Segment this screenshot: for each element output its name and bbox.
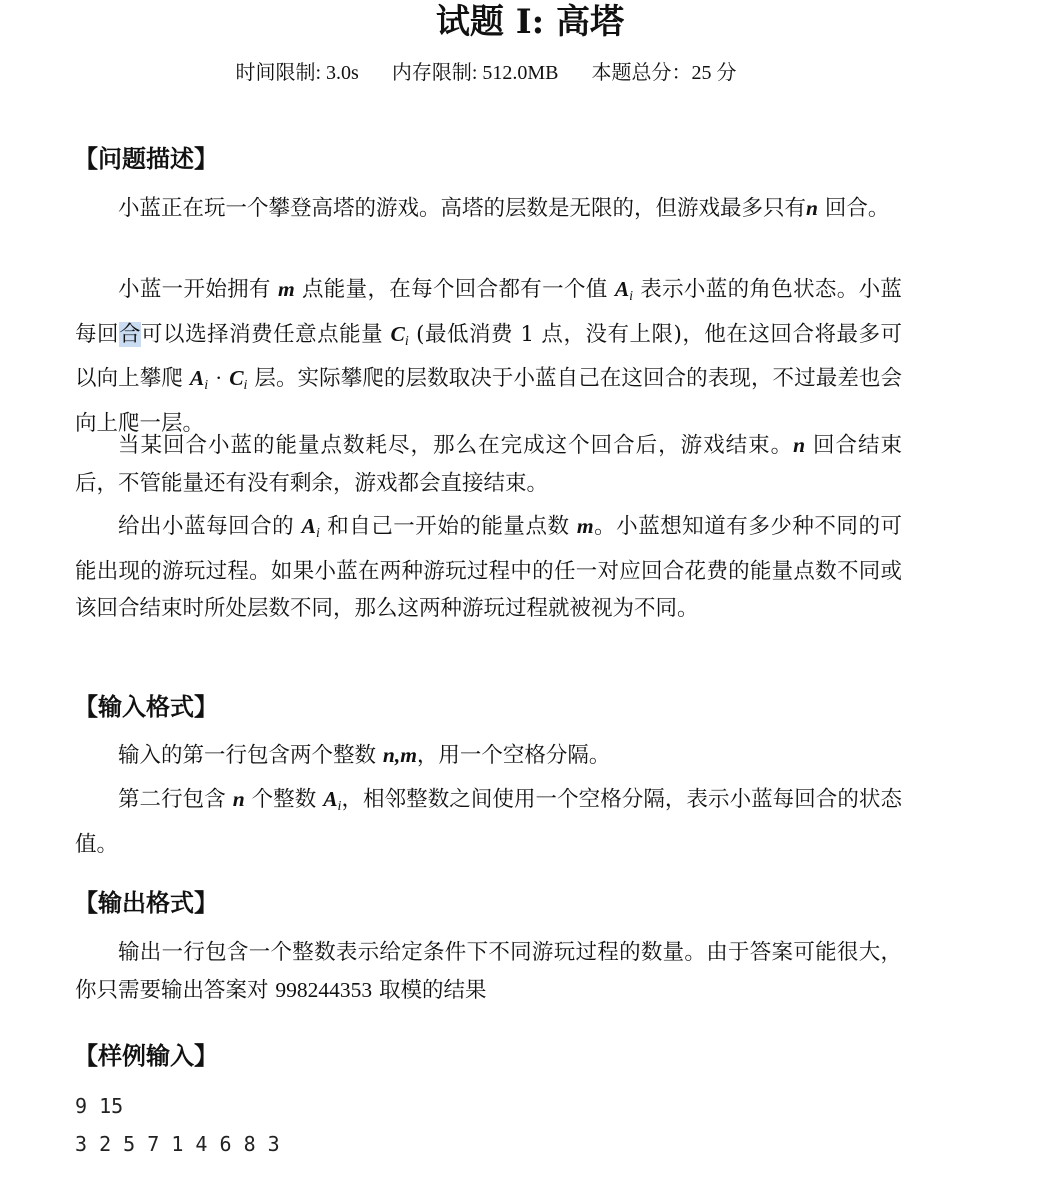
sample-input-line-1: 9 15 [75,1094,124,1118]
section-heading-output: 【输出格式】 [74,889,218,917]
description-paragraph-1: 小蓝正在玩一个攀登高塔的游戏。高塔的层数是无限的，但游戏最多只有n 回合。 [118,196,890,221]
input-paragraph-1: 输入的第一行包含两个整数 n,m，用一个空格分隔。 [118,743,611,768]
problem-limits [0,58,972,88]
time-limit: 时间限制: 3.0s [235,62,359,84]
section-heading-sample-input: 【样例输入】 [74,1042,218,1070]
problem-title: 试题 I: 高塔 [435,2,625,42]
description-paragraph-2: 小蓝一开始拥有 m 点能量，在每个回合都有一个值 $A_i$ 表示小蓝的角色状态。小蓝每回合可以选择消费任意点能量 $C_i$ (最低消费 1 点，没有上限)，他在这回合将最多可以向上攀爬 $A_i \cdot C_i$ 层。实际攀爬的层数取决于小蓝自己在这回合的表现，不过最差也会向上爬一层。 [75,277,902,436]
input-paragraph-2: 第二行包含 n 个整数 $A_i$，相邻整数之间使用一个空格分隔，表示小蓝每回合的状态值。 [75,787,902,857]
description-paragraph-4: 给出小蓝每回合的 $A_i$ 和自己一开始的能量点数 m。小蓝想知道有多少种不同的可能出现的游玩过程。如果小蓝在两种游玩过程中的任一对应回合花费的能量点数不同或该回合结束时所处层数不同，那么这两种游玩过程就被视为不同。 [75,514,902,622]
memory-limit: 内存限制: 512.0MB [391,62,559,84]
selected-text-highlight: 合 [119,321,142,347]
section-heading-description: 【问题描述】 [74,145,218,173]
section-heading-input: 【输入格式】 [74,693,218,721]
description-paragraph-3: 当某回合小蓝的能量点数耗尽，那么在完成这个回合后，游戏结束。n 回合结束后，不管能量还有没有剩余，游戏都会直接结束。 [75,433,902,496]
total-score: 本题总分：25 分 [591,62,737,84]
sample-input-line-2: 3 2 5 7 1 4 6 8 3 [75,1132,280,1156]
output-paragraph-1: 输出一行包含一个整数表示给定条件下不同游玩过程的数量。由于答案可能很大，你只需要输出答案对 998244353 取模的结果 [75,940,902,1003]
